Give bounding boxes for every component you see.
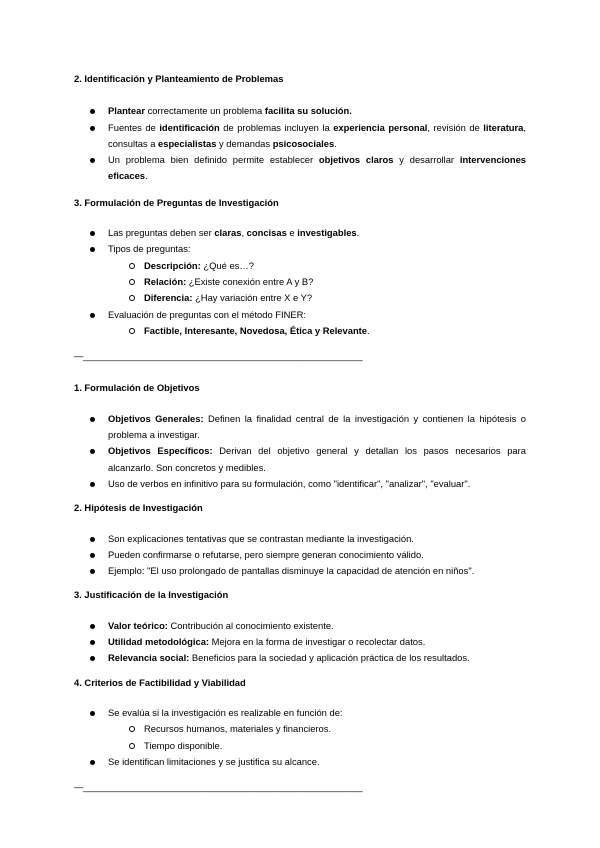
bullet-list bbox=[74, 103, 526, 184]
list-item: Pueden confirmarse o refutarse, pero siempre generan conocimiento válido. bbox=[74, 547, 526, 563]
sub-list-item: Tiempo disponible. bbox=[74, 738, 526, 754]
sub-list bbox=[74, 323, 526, 339]
list-item: Fuentes de identificación de problemas incluyen la experiencia personal, revisión de literatura, consultas a especialistas y demandas psicosociales. bbox=[74, 120, 526, 153]
bullet-list bbox=[74, 531, 526, 580]
list-item: Se evalúa si la investigación es realizable en función de: Recursos humanos, materiales y financieros. Tiempo disponible. bbox=[74, 705, 526, 754]
list-item: Ejemplo: "El uso prolongado de pantallas disminuye la capacidad de atención en niños". bbox=[74, 563, 526, 579]
section-heading: 2. Identificación y Planteamiento de Problemas bbox=[74, 73, 284, 84]
section-heading: 3. Formulación de Preguntas de Investigación bbox=[74, 196, 279, 208]
list-item: Un problema bien definido permite establecer objetivos claros y desarrollar intervenciones eficaces. bbox=[74, 152, 526, 185]
bullet-list bbox=[74, 705, 526, 770]
list-item: Utilidad metodológica: Mejora en la forma de investigar o recolectar datos. bbox=[74, 634, 526, 650]
sub-list-item: Recursos humanos, materiales y financieros. bbox=[74, 721, 526, 737]
sub-list-item: Diferencia: ¿Hay variación entre X e Y? bbox=[74, 290, 526, 306]
sub-list-item: Descripción: ¿Qué es…? bbox=[74, 258, 526, 274]
sub-list bbox=[74, 721, 526, 754]
list-item: Objetivos Específicos: Derivan del objetivo general y detallan los pasos necesarios para alcanzarlo. Son concretos y medibles. bbox=[74, 443, 526, 476]
section-heading: 3. Justificación de la Investigación bbox=[74, 589, 229, 601]
list-item: Evaluación de preguntas con el método FINER: Factible, Interesante, Novedosa, Ética y Relevante. bbox=[74, 307, 526, 340]
list-item: Son explicaciones tentativas que se contrastan mediante la investigación. bbox=[74, 531, 526, 547]
section-heading: 4. Criterios de Factibilidad y Viabilidad bbox=[74, 676, 246, 688]
list-item: Uso de verbos en infinitivo para su formulación, como "identificar", "analizar", "evaluar". bbox=[74, 476, 526, 492]
document-page bbox=[74, 71, 526, 795]
sub-list-item: Factible, Interesante, Novedosa, Ética y Relevante. bbox=[74, 323, 526, 339]
list-item: Plantear correctamente un problema facilita su solución. bbox=[74, 103, 526, 119]
list-item: Se identifican limitaciones y se justifica su alcance. bbox=[74, 754, 526, 770]
list-item: Las preguntas deben ser claras, concisas e investigables. bbox=[74, 225, 526, 241]
bullet-list bbox=[74, 411, 526, 492]
bullet-list bbox=[74, 225, 526, 339]
list-item: Relevancia social: Beneficios para la sociedad y aplicación práctica de los resultados. bbox=[74, 650, 526, 666]
section-heading: 2. Hipótesis de Investigación bbox=[74, 502, 203, 514]
list-item: Objetivos Generales: Definen la finalidad central de la investigación y contienen la hipótesis o problema a investigar. bbox=[74, 411, 526, 444]
separator-line: —__________________________________________________________ bbox=[74, 781, 363, 793]
list-item: Tipos de preguntas: Descripción: ¿Qué es…? Relación: ¿Existe conexión entre A y B? Diferencia: ¿Hay variación entre X e Y? bbox=[74, 241, 526, 306]
section-heading: 1. Formulación de Objetivos bbox=[74, 382, 200, 394]
bullet-list bbox=[74, 618, 526, 667]
sub-list bbox=[74, 258, 526, 307]
list-item: Valor teórico: Contribución al conocimiento existente. bbox=[74, 618, 526, 634]
separator-line: —__________________________________________________________ bbox=[74, 350, 363, 362]
sub-list-item: Relación: ¿Existe conexión entre A y B? bbox=[74, 274, 526, 290]
